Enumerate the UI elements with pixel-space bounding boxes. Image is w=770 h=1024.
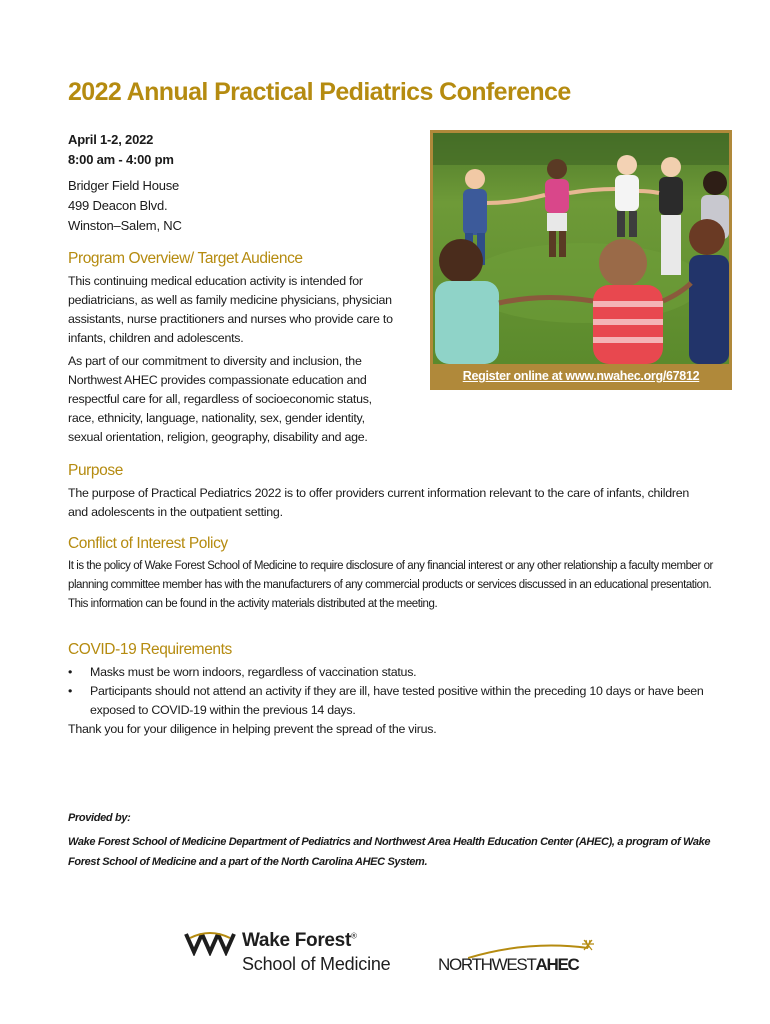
register-online-link[interactable]: Register online at www.nwahec.org/67812 (462, 369, 700, 383)
photo-card (430, 130, 732, 390)
wake-forest-logo (184, 928, 424, 978)
conflict-text: It is the policy of Wake Forest School of Medicine to require disclosure of any financial interest or any other relationship a faculty member or planning committee member has with the manufacturers of any commercial products or services discussed in an educational presentation. This information can be found in the activity materials distributed at the meeting. (68, 560, 713, 610)
northwest-ahec-text: NORTHWESTAHEC (438, 955, 579, 974)
provided-by-label: Provided by: (68, 812, 131, 824)
overview-paragraph-1: This continuing medical education activity is intended for pediatricians, as well as family medicine physicians, physician assistants, nurse practitioners and nurses who provide care to infants, children and adolescents. (68, 274, 393, 345)
northwest-ahec-logo (438, 938, 598, 978)
event-city: Winston–Salem, NC (68, 218, 182, 233)
conflict-heading: Conflict of Interest Policy (68, 535, 228, 552)
overview-heading: Program Overview/ Target Audience (68, 250, 303, 267)
bullet-icon: • (68, 684, 73, 698)
event-street: 499 Deacon Blvd. (68, 198, 168, 213)
covid-requirements-section (68, 641, 718, 739)
purpose-text: The purpose of Practical Pediatrics 2022 is to offer providers current information relevant to the care of infants, children and adolescents in the outpatient setting. (68, 486, 689, 519)
page-title: 2022 Annual Practical Pediatrics Conference (68, 78, 571, 106)
covid-list (68, 663, 718, 720)
covid-item-text: Participants should not attend an activity if they are ill, have tested positive within the preceding 10 days or have been exposed to COVID-19 within the previous 14 days. (90, 684, 704, 717)
purpose-heading: Purpose (68, 462, 123, 479)
provided-by-text: Wake Forest School of Medicine Department of Pediatrics and Northwest Area Health Education Center (AHEC), a program of Wake Forest School of Medicine and a part of the North Carolina AHEC System. (68, 836, 711, 868)
wake-forest-name: Wake Forest® (242, 930, 357, 951)
overview-paragraph-2: As part of our commitment to diversity and inclusion, the Northwest AHEC provides compassionate education and respectful care for all, regardless of socioeconomic status, race, ethnicity, language, nationality, sex, gender identity, sexual orientation, religion, geography, disability and age. (68, 354, 372, 444)
purpose-section (68, 462, 708, 522)
children-photo (433, 133, 729, 364)
provided-by-section (68, 808, 718, 872)
wake-forest-mark-icon (184, 930, 238, 956)
covid-heading: COVID-19 Requirements (68, 641, 232, 658)
event-date: April 1-2, 2022 (68, 132, 154, 147)
school-of-medicine-text: School of Medicine (242, 954, 391, 974)
event-info (68, 130, 182, 236)
covid-item-text: Masks must be worn indoors, regardless of vaccination status. (90, 665, 417, 679)
event-time: 8:00 am - 4:00 pm (68, 152, 174, 167)
bullet-icon: • (68, 665, 73, 679)
list-item (68, 682, 718, 720)
list-item (68, 663, 718, 682)
conflict-of-interest-section (68, 535, 718, 614)
program-overview-section (68, 250, 398, 447)
event-venue: Bridger Field House (68, 178, 180, 193)
covid-thanks: Thank you for your diligence in helping prevent the spread of the virus. (68, 722, 437, 736)
